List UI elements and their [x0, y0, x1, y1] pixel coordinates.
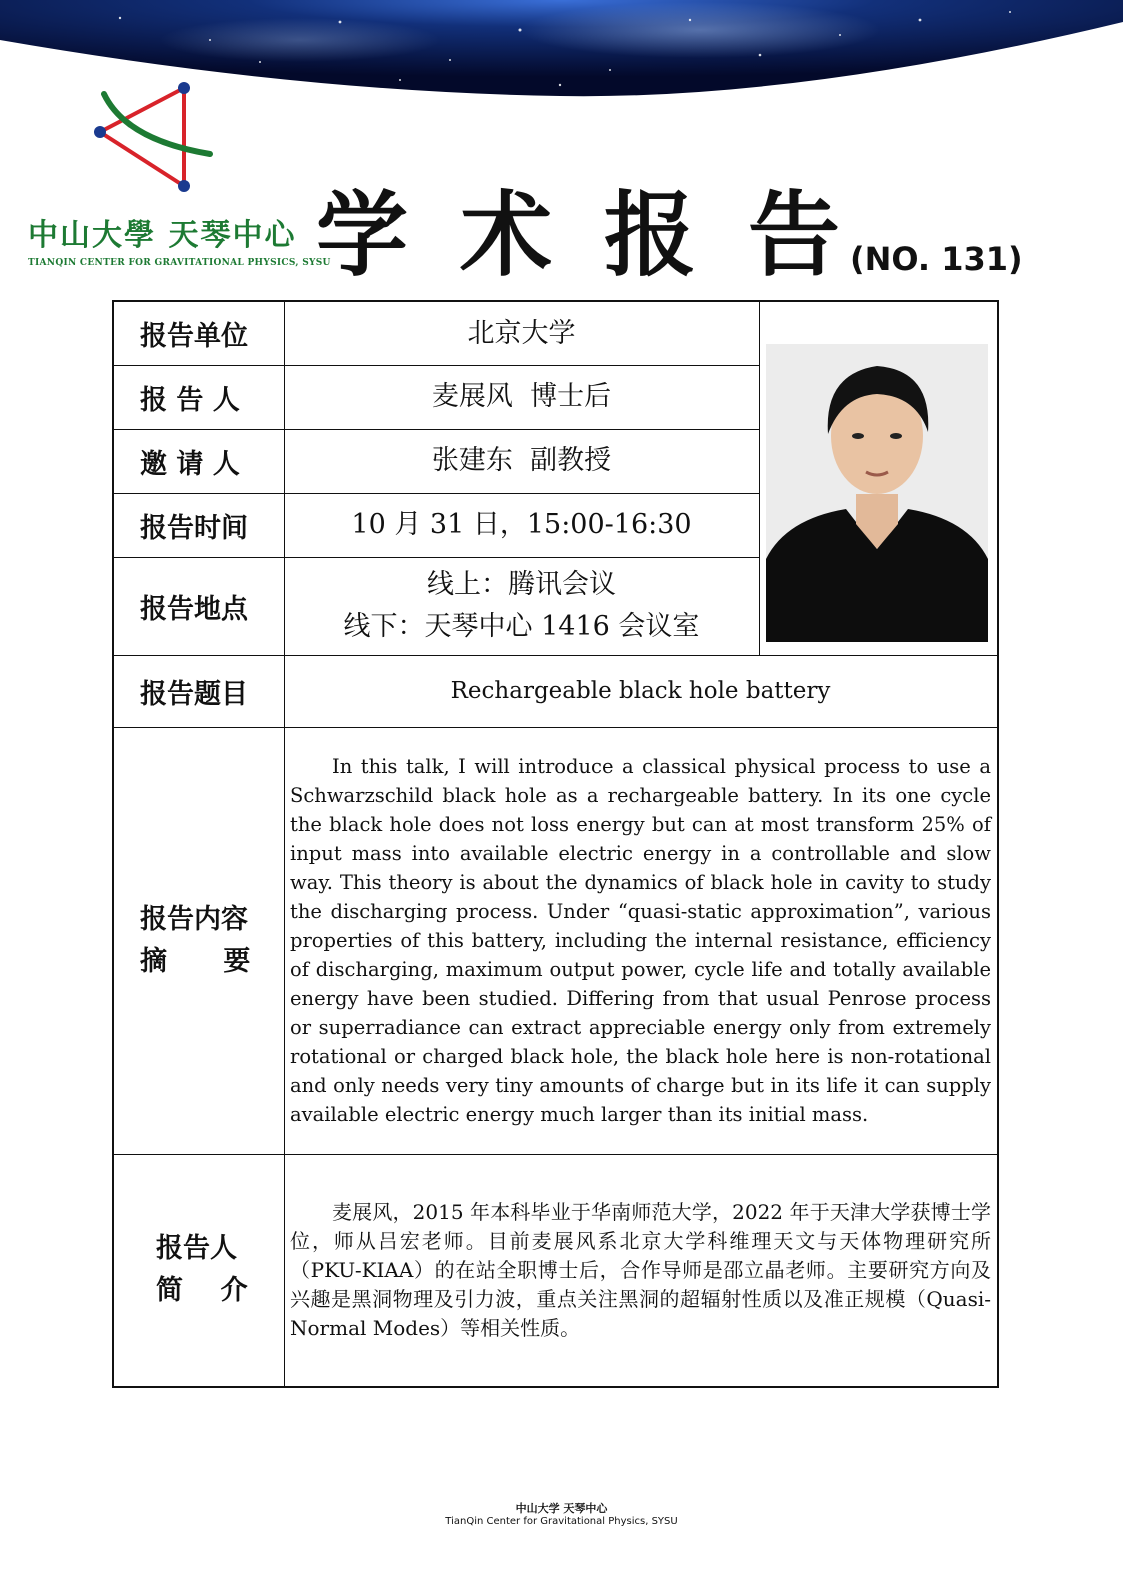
- label-time: 报告时间: [140, 512, 248, 544]
- logo-english-name: TIANQIN CENTER FOR GRAVITATIONAL PHYSICS, SYSU: [28, 258, 331, 268]
- label-abstract-line1: 报告内容: [140, 903, 248, 935]
- bio-cell: [284, 1154, 997, 1386]
- label-place: 报告地点: [140, 593, 248, 625]
- value-place: [284, 557, 759, 655]
- place-offline: 线下：天琴中心 1416 会议室: [343, 611, 700, 642]
- label-report-unit: 报告单位: [140, 321, 248, 352]
- label-abstract: [114, 727, 284, 1154]
- value-speaker: 麦展风 博士后: [431, 381, 612, 412]
- speaker-photo: [766, 344, 988, 642]
- abstract-text: In this talk, I will introduce a classical physical process to use a Schwarzschild black hole as a rechargeable battery. In its one cycle the black hole does not loss energy but can at most transform 25% of input mass into available electric energy in a controllable and slow way. This theory is about the dynamics of black hole in cavity to study the discharging process. Under “quasi-static approximation”, various properties of this battery, including the internal resistance, efficiency of discharging, maximum output power, cycle life and totally available energy have been studied. Differing from that usual Penrose process or superradiance can extract appreciable energy only from extremely rotational or charged black hole, the black hole here is non-rotational and only needs very tiny amounts of charge but in its life it can supply available electric energy much larger than its initial mass.: [290, 755, 991, 1126]
- label-inviter: 邀 请 人: [140, 448, 240, 480]
- tianqin-logo-icon: [86, 80, 226, 198]
- page-title: 学术报告: [316, 182, 893, 289]
- footer-chinese: 中山大学 天琴中心: [515, 1502, 608, 1515]
- footer-english: TianQin Center for Gravitational Physics, SYSU: [445, 1516, 678, 1527]
- value-time: 10 月 31 日，15:00-16:30: [351, 509, 692, 540]
- value-report-unit: 北京大学: [467, 317, 576, 349]
- abstract-cell: [284, 727, 997, 1154]
- report-info-table: [112, 300, 999, 1388]
- logo-chinese-name: 中山大學 天琴中心: [28, 218, 297, 253]
- label-topic: 报告题目: [140, 678, 248, 710]
- bio-text: 麦展风，2015 年本科毕业于华南师范大学，2022 年于天津大学获博士学位，师从吕宏老师。目前麦展风系北京大学科维理天文与天体物理研究所（PKU-KIAA）的在站全职博士后，合作导师是邵立晶老师。主要研究方向及兴趣是黑洞物理及引力波，重点关注黑洞的超辐射性质以及准正规模（Quasi-Normal Modes）等相关性质。: [290, 1199, 991, 1340]
- value-topic: Rechargeable black hole battery: [450, 678, 831, 704]
- label-bio: [114, 1154, 284, 1386]
- label-abstract-line2: 摘 要: [140, 945, 251, 977]
- value-inviter: 张建东 副教授: [431, 445, 612, 476]
- label-bio-line1: 报告人: [156, 1233, 237, 1264]
- place-online: 线上：腾讯会议: [427, 569, 616, 600]
- report-number: (NO. 131): [850, 240, 1023, 278]
- label-bio-line2: 简 介: [156, 1275, 248, 1306]
- label-speaker: 报 告 人: [140, 384, 240, 416]
